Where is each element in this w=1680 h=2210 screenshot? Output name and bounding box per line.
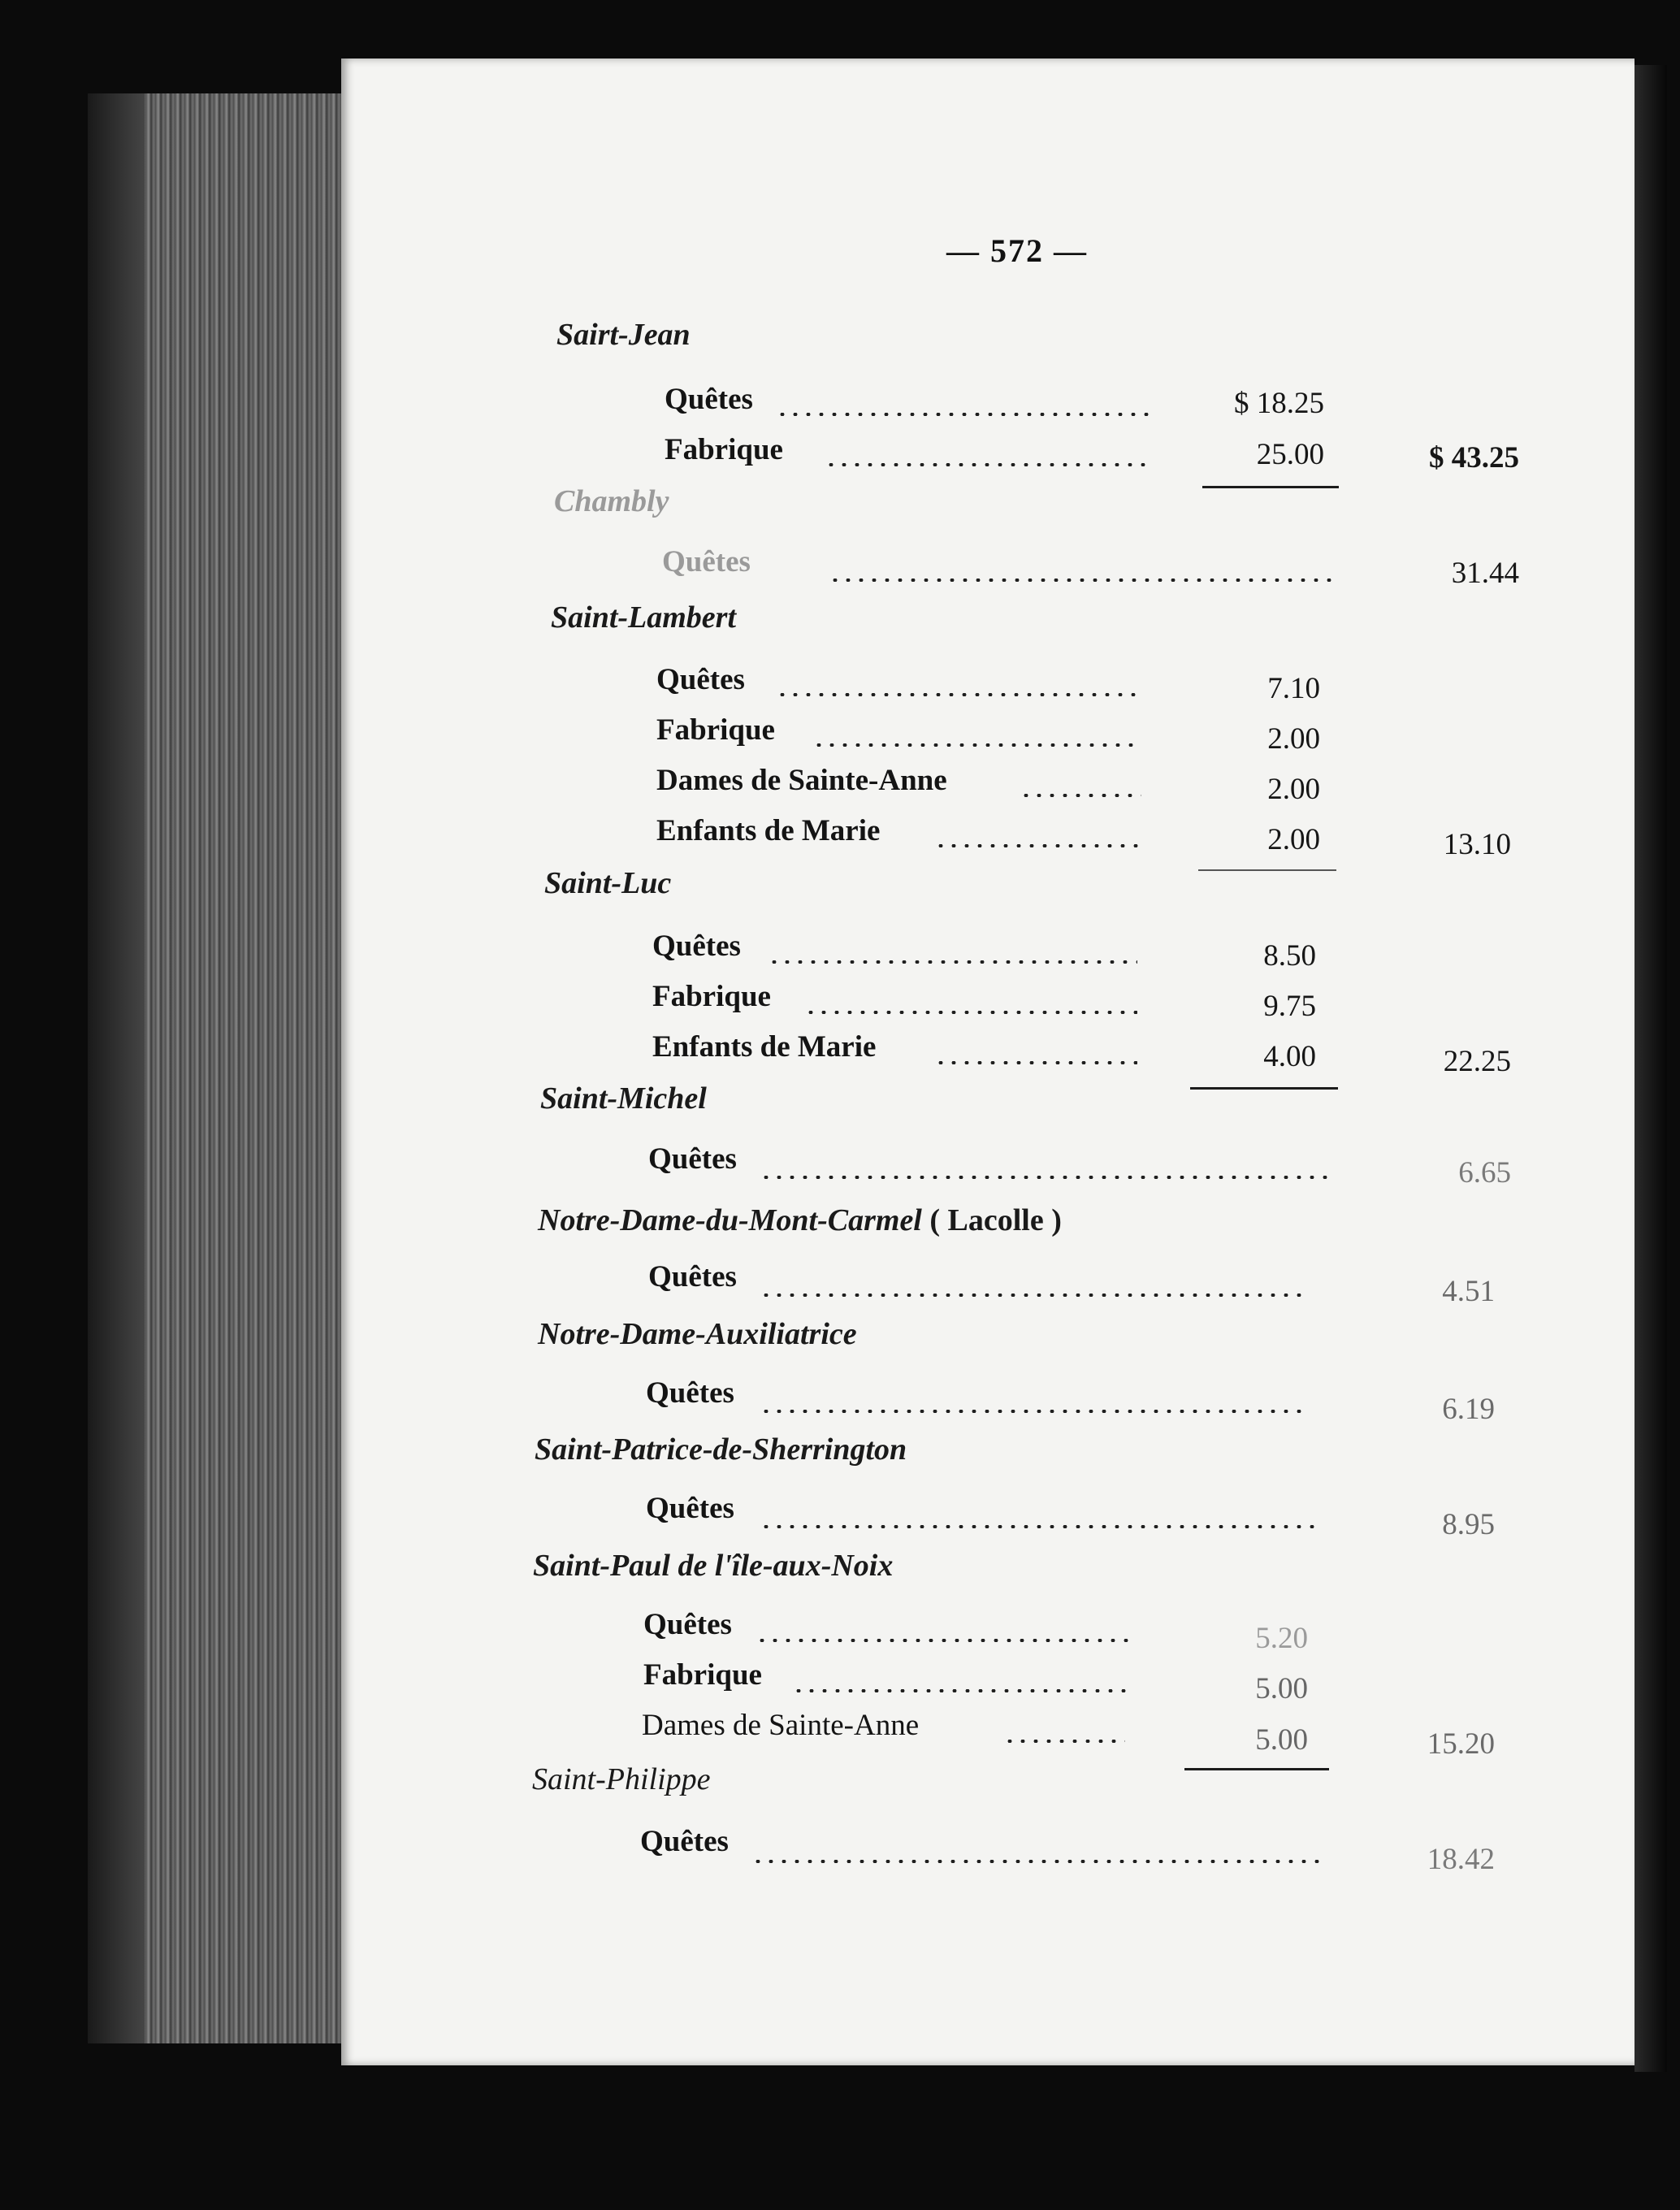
dot-leader <box>756 1639 1129 1642</box>
dot-leader <box>751 1860 1320 1863</box>
dot-leader <box>760 1410 1304 1413</box>
section-total: 18.42 <box>1427 1843 1495 1876</box>
dot-leader <box>760 1176 1328 1179</box>
item-label: Quêtes <box>648 1142 737 1176</box>
item-label: Enfants de Marie <box>652 1030 877 1064</box>
subtotal-rule <box>1184 1768 1329 1770</box>
item-amount: 2.00 <box>1267 773 1320 806</box>
section-title-st-philippe: Saint-Philippe <box>532 1762 711 1796</box>
dot-leader <box>829 578 1332 582</box>
section-title-st-patrice: Saint-Patrice-de-Sherrington <box>535 1432 907 1467</box>
section-title-parenthetical: ( Lacolle ) <box>929 1203 1062 1237</box>
item-label: Quêtes <box>648 1260 737 1294</box>
item-label: Quêtes <box>662 545 751 578</box>
item-label: Dames de Sainte-Anne <box>642 1709 920 1742</box>
item-amount: 7.10 <box>1267 672 1320 705</box>
section-title-chambly: Chambly <box>554 484 669 518</box>
dot-leader <box>825 463 1150 466</box>
item-label: Quêtes <box>656 663 745 696</box>
item-amount: 5.20 <box>1255 1622 1308 1655</box>
section-title-saint-luc: Saint-Luc <box>544 866 672 900</box>
section-title-saint-jean: Sairt-Jean <box>556 318 691 352</box>
item-label: Quêtes <box>665 383 753 416</box>
item-amount: 5.00 <box>1255 1723 1308 1757</box>
section-title-saint-lambert: Saint-Lambert <box>551 600 737 635</box>
dot-leader <box>760 1525 1320 1528</box>
dot-leader <box>760 1294 1304 1297</box>
item-label: Quêtes <box>646 1376 734 1410</box>
item-label: Fabrique <box>665 433 783 466</box>
dot-leader <box>1003 1740 1125 1743</box>
section-total: 22.25 <box>1443 1045 1511 1078</box>
item-label: Dames de Sainte-Anne <box>656 764 947 797</box>
section-total: 6.19 <box>1442 1393 1495 1426</box>
dot-leader <box>934 844 1141 847</box>
item-amount: 2.00 <box>1267 823 1320 856</box>
dot-leader <box>776 413 1150 416</box>
section-title-saint-michel: Saint-Michel <box>540 1081 707 1116</box>
dot-leader <box>776 693 1141 696</box>
section-total: 13.10 <box>1443 828 1511 861</box>
item-amount: 25.00 <box>1256 438 1324 471</box>
item-label: Quêtes <box>646 1492 734 1525</box>
subtotal-rule <box>1202 486 1339 488</box>
section-title-text: Notre-Dame-du-Mont-Carmel <box>538 1203 922 1237</box>
section-total: 6.65 <box>1458 1156 1511 1190</box>
item-amount: 9.75 <box>1263 990 1316 1023</box>
book-spine-shadow <box>88 93 145 2043</box>
item-amount: 8.50 <box>1263 939 1316 973</box>
section-total: 31.44 <box>1451 557 1519 590</box>
item-label: Quêtes <box>652 930 741 963</box>
dot-leader <box>812 743 1141 747</box>
page-number: — 572 — <box>946 232 1088 269</box>
item-label: Fabrique <box>643 1658 762 1692</box>
section-title-nd-auxiliatrice: Notre-Dame-Auxiliatrice <box>538 1317 857 1351</box>
item-amount: $ 18.25 <box>1234 387 1324 420</box>
dot-leader <box>792 1689 1129 1692</box>
subtotal-rule <box>1190 1087 1338 1090</box>
item-amount: 4.00 <box>1263 1040 1316 1073</box>
section-total: 8.95 <box>1442 1508 1495 1541</box>
section-total: 4.51 <box>1442 1275 1495 1308</box>
dot-leader <box>804 1011 1137 1014</box>
section-title-st-paul: Saint-Paul de l'île-aux-Noix <box>533 1549 894 1583</box>
subtotal-rule <box>1198 869 1336 871</box>
section-title-nd-mont-carmel <box>538 1202 1062 1238</box>
section-total: 15.20 <box>1427 1727 1495 1761</box>
item-amount: 2.00 <box>1267 722 1320 756</box>
page-right-shadow <box>1635 65 1667 2072</box>
item-label: Fabrique <box>656 713 775 747</box>
item-label: Fabrique <box>652 980 771 1013</box>
item-label: Enfants de Marie <box>656 814 881 847</box>
dot-leader <box>934 1061 1137 1064</box>
item-label: Quêtes <box>640 1825 729 1858</box>
dot-leader <box>768 960 1137 964</box>
item-label: Quêtes <box>643 1608 732 1641</box>
item-amount: 5.00 <box>1255 1672 1308 1705</box>
section-total: $ 43.25 <box>1429 441 1519 474</box>
dot-leader <box>1020 794 1141 797</box>
